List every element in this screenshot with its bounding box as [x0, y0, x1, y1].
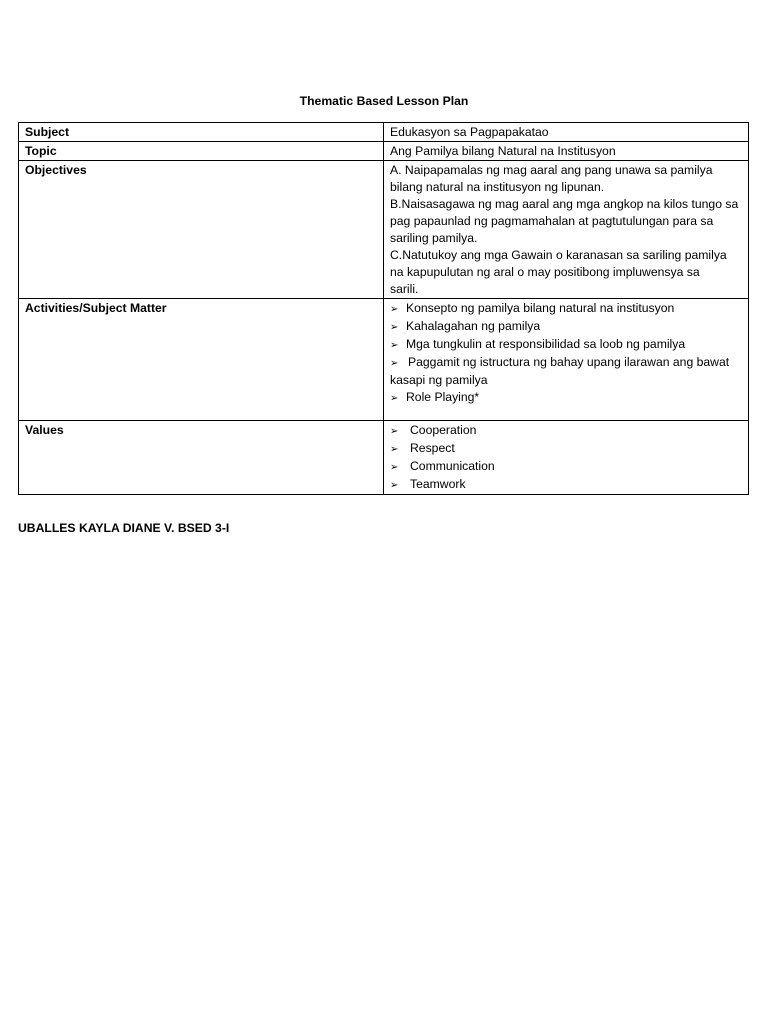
objectives-label: Objectives	[19, 161, 384, 299]
arrow-bullet-icon: ➢	[390, 462, 399, 473]
objective-line: A. Naipapamalas ng mag aaral ang pang unawa sa pamilya	[390, 163, 713, 177]
table-row	[19, 421, 749, 495]
values-value	[384, 421, 749, 495]
activities-label: Activities/Subject Matter	[19, 299, 384, 421]
arrow-bullet-icon: ➢	[390, 393, 399, 404]
list-item: ➢ Konsepto ng pamilya bilang natural na institusyon	[390, 300, 742, 318]
arrow-bullet-icon: ➢	[390, 426, 399, 437]
author-name: UBALLES KAYLA DIANE V. BSED 3-I	[18, 521, 230, 535]
subject-value: Edukasyon sa Pagpapakatao	[384, 123, 749, 142]
activities-value	[384, 299, 749, 421]
objective-line: sarili.	[390, 282, 419, 296]
arrow-bullet-icon: ➢	[390, 480, 399, 491]
document-title: Thematic Based Lesson Plan	[299, 94, 469, 108]
list-item: ➢ Paggamit ng istructura ng bahay upang ilarawan ang bawat	[390, 354, 742, 372]
list-item: ➢ Respect	[390, 440, 742, 458]
list-item: ➢ Cooperation	[390, 422, 742, 440]
table-row	[19, 142, 749, 161]
list-item: ➢ Communication	[390, 458, 742, 476]
arrow-bullet-icon: ➢	[390, 304, 399, 315]
objective-line: C.Natutukoy ang mga Gawain o karanasan sa sariling pamilya	[390, 248, 727, 262]
objective-line: bilang natural na institusyon ng lipunan.	[390, 180, 605, 194]
table-row	[19, 161, 749, 299]
values-label: Values	[19, 421, 384, 495]
topic-value: Ang Pamilya bilang Natural na Institusyon	[384, 142, 749, 161]
arrow-bullet-icon: ➢	[390, 358, 399, 369]
objective-line: sariling pamilya.	[390, 231, 478, 245]
arrow-bullet-icon: ➢	[390, 444, 399, 455]
arrow-bullet-icon: ➢	[390, 322, 399, 333]
subject-label: Subject	[19, 123, 384, 142]
objective-line: B.Naisasagawa ng mag aaral ang mga angkop na kilos tungo sa	[390, 197, 739, 211]
table-row	[19, 299, 749, 421]
list-item: ➢ Teamwork	[390, 476, 742, 494]
list-item-continuation: kasapi ng pamilya	[390, 373, 488, 387]
objective-line: na kapupulutan ng aral o may positibong impluwensya sa	[390, 265, 700, 279]
topic-label: Topic	[19, 142, 384, 161]
list-item: ➢ Kahalagahan ng pamilya	[390, 318, 742, 336]
list-item: ➢ Mga tungkulin at responsibilidad sa loob ng pamilya	[390, 336, 742, 354]
objective-line: pag papaunlad ng pagmamahalan at pagtutulungan para sa	[390, 214, 714, 228]
arrow-bullet-icon: ➢	[390, 340, 399, 351]
list-item: ➢ Role Playing*	[390, 389, 742, 407]
lesson-plan-table	[18, 122, 749, 495]
table-row	[19, 123, 749, 142]
objectives-value	[384, 161, 749, 299]
